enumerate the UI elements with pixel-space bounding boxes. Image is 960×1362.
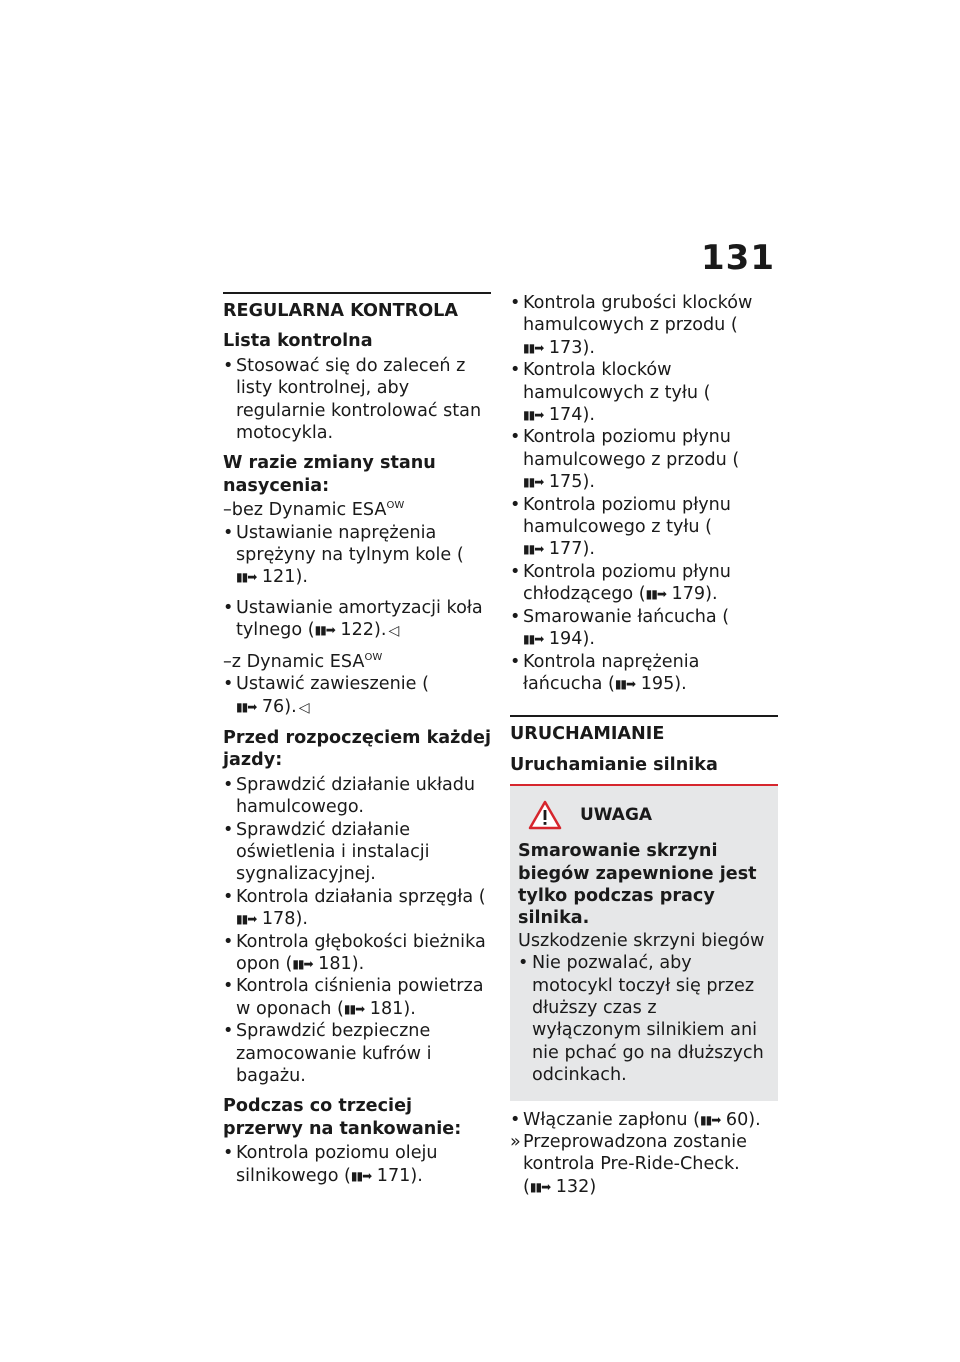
list-item: • Sprawdzić działanie układu hamulcowego. bbox=[223, 774, 476, 818]
list-item: • Włączanie zapłonu (▮▮➡ 60). bbox=[510, 1109, 761, 1130]
page-number: 131 bbox=[701, 238, 775, 278]
list-item: • Ustawianie naprężenia sprężyny na tylnym kole (▮▮➡ 121). bbox=[223, 522, 464, 588]
warning-word: UWAGA bbox=[580, 804, 653, 825]
before-ride-title: Przed rozpoczęciem każdej jazdy: bbox=[223, 727, 491, 771]
warning-header bbox=[528, 800, 768, 830]
list-item: • Stosować się do zaleceń z listy kontrolnej, aby regularnie kontrolować stan motocykla. bbox=[223, 355, 482, 444]
list-item: • Kontrola poziomu płynu chłodzącego (▮▮➡ 179). bbox=[510, 561, 731, 605]
left-column bbox=[223, 292, 491, 1187]
warning-box bbox=[510, 786, 778, 1100]
list-item: • Ustawianie amortyzacji koła tylnego (▮▮➡ 122). ◁ bbox=[223, 597, 483, 641]
page-ref-arrow-icon: ▮▮➡ bbox=[292, 956, 313, 971]
load-change-title: W razie zmiany stanu nasycenia: bbox=[223, 453, 436, 496]
right-column bbox=[510, 292, 778, 1198]
list-item: • Kontrola grubości klocków hamulcowych z przodu (▮▮➡ 173). bbox=[510, 293, 753, 358]
list-item: • Smarowanie łańcucha (▮▮➡ 194). bbox=[510, 606, 730, 650]
section-title-starting: URUCHAMIANIE bbox=[510, 715, 778, 745]
page-ref-arrow-icon: ▮▮➡ bbox=[236, 570, 257, 585]
page-ref-arrow-icon: ▮▮➡ bbox=[343, 1001, 365, 1016]
page-ref-arrow-icon: ▮▮➡ bbox=[523, 340, 544, 355]
page-ref-arrow-icon: ▮▮➡ bbox=[350, 1168, 372, 1183]
list-item: • Kontrola poziomu oleju silnikowego (▮▮➡ 171). bbox=[223, 1143, 438, 1186]
list-item: • Kontrola głębokości bieżnika opon (▮▮➡ 181). bbox=[223, 931, 486, 974]
warning-consequence: Uszkodzenie skrzyni biegów bbox=[518, 930, 765, 951]
variant-label: –bez Dynamic $ESA^{OW}$ bbox=[223, 500, 405, 521]
end-mark-icon: ◁ bbox=[388, 623, 400, 640]
variant-label: –z Dynamic $ESA^{OW}$ bbox=[223, 651, 383, 672]
page-ref-arrow-icon: ▮▮➡ bbox=[523, 632, 544, 647]
page-ref-arrow-icon: ▮▮➡ bbox=[700, 1112, 721, 1127]
page-ref-arrow-icon: ▮▮➡ bbox=[314, 623, 335, 638]
page-ref-arrow-icon: ▮▮➡ bbox=[645, 587, 666, 602]
page-ref-arrow-icon: ▮▮➡ bbox=[236, 912, 257, 927]
section-title-regular-check: REGULARNA KONTROLA bbox=[223, 292, 491, 322]
list-item: • Sprawdzić bezpieczne zamocowanie kufrów i bagażu. bbox=[223, 1021, 432, 1086]
page-ref-arrow-icon: ▮▮➡ bbox=[529, 1179, 551, 1194]
warning-triangle-icon bbox=[528, 800, 562, 830]
list-item: • Sprawdzić działanie oświetlenia i instalacji sygnalizacyjnej. bbox=[223, 819, 430, 885]
refuel-title: Podczas co trzeciej przerwy na tankowanie: bbox=[223, 1096, 462, 1139]
list-item: • Kontrola działania sprzęgła (▮▮➡ 178). bbox=[223, 886, 486, 930]
page-ref-arrow-icon: ▮▮➡ bbox=[236, 699, 257, 714]
warning-list-item: • Nie pozwalać, aby motocykl toczył się przez dłuższy czas z wyłączonym silnikiem ani nie pchać go na dłuższych odcinkach. bbox=[518, 953, 764, 1086]
start-engine-title: Uruchamianie silnika bbox=[510, 754, 778, 786]
list-item: • Kontrola naprężenia łańcucha (▮▮➡ 195). bbox=[510, 651, 700, 694]
page-ref-arrow-icon: ▮▮➡ bbox=[614, 676, 636, 691]
page-ref-arrow-icon: ▮▮➡ bbox=[523, 542, 544, 557]
list-item: • Kontrola poziomu płynu hamulcowego z przodu (▮▮➡ 175). bbox=[510, 427, 740, 493]
list-item: • Kontrola klocków hamulcowych z tyłu (▮▮➡ 174). bbox=[510, 360, 711, 426]
checklist-title: Lista kontrolna bbox=[223, 331, 373, 352]
list-item: • Kontrola poziomu płynu hamulcowego z tyłu (▮▮➡ 177). bbox=[510, 494, 731, 560]
end-mark-icon: ◁ bbox=[298, 699, 310, 716]
page-ref-arrow-icon: ▮▮➡ bbox=[523, 408, 544, 423]
list-item: • Kontrola ciśnienia powietrza w oponach (▮▮➡ 181). bbox=[223, 976, 484, 1019]
page-ref-arrow-icon: ▮▮➡ bbox=[523, 475, 544, 490]
result-item: » Przeprowadzona zostanie kontrola Pre-Ride-Check. (▮▮➡ 132) bbox=[510, 1132, 747, 1197]
warning-statement: Smarowanie skrzyni biegów zapewnione jest tylko podczas pracy silnika. bbox=[518, 841, 757, 929]
list-item: • Ustawić zawieszenie (▮▮➡ 76). ◁ bbox=[223, 674, 429, 717]
